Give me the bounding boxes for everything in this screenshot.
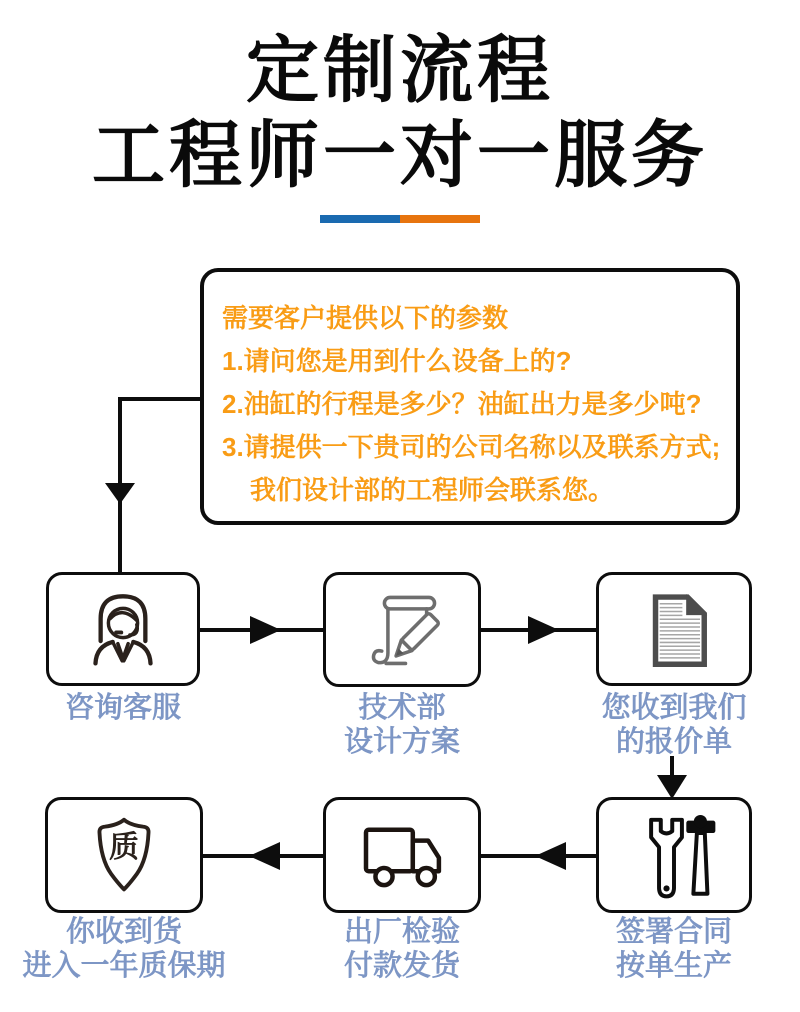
step-quote-label-line2: 的报价单 bbox=[615, 726, 732, 758]
params-note: 我们设计部的工程师会联系您。 bbox=[250, 475, 615, 505]
shield-quality-character: 质 bbox=[109, 831, 139, 864]
step-warranty-label bbox=[0, 915, 274, 983]
step-consult-label-line1: 咨询客服 bbox=[64, 692, 181, 724]
step-quote-label bbox=[524, 691, 800, 759]
step-warranty-box bbox=[45, 797, 203, 913]
required-params-box bbox=[200, 268, 740, 525]
step-ship-label-line2: 付款发货 bbox=[343, 950, 460, 982]
page-title-line1: 定制流程 bbox=[246, 30, 554, 111]
arrow-quote-to-contract bbox=[657, 756, 687, 799]
step-warranty-label-line1: 你收到货 bbox=[65, 916, 182, 948]
params-heading: 需要客户提供以下的参数 bbox=[222, 303, 509, 333]
step-ship-label-line1: 出厂检验 bbox=[343, 916, 460, 948]
step-quote-box bbox=[596, 572, 752, 686]
step-quote-label-line1: 您收到我们 bbox=[601, 692, 747, 724]
step-contract-label-line2: 按单生产 bbox=[615, 950, 732, 982]
step-design-label-line2: 设计方案 bbox=[343, 726, 460, 758]
quotation-document-icon bbox=[632, 584, 716, 674]
step-consult-label bbox=[0, 691, 273, 725]
customer-service-icon bbox=[80, 583, 166, 675]
connector-params-to-consult bbox=[105, 399, 200, 574]
step-design-label-line1: 技术部 bbox=[358, 692, 446, 724]
step-ship-box bbox=[323, 797, 481, 913]
arrow-ship-to-warranty bbox=[203, 842, 323, 870]
divider-blue-segment bbox=[320, 215, 400, 223]
params-item-3: 3.请提供一下贵司的公司名称以及联系方式; bbox=[222, 432, 721, 462]
arrow-design-to-quote bbox=[481, 616, 596, 644]
step-contract-label-line1: 签署合同 bbox=[615, 916, 732, 948]
arrow-contract-to-ship bbox=[481, 842, 596, 870]
arrow-consult-to-design bbox=[200, 616, 323, 644]
step-design-label bbox=[252, 691, 552, 759]
step-contract-label bbox=[524, 915, 800, 983]
step-ship-label bbox=[252, 915, 552, 983]
delivery-truck-icon bbox=[354, 810, 450, 900]
params-item-1: 1.请问您是用到什么设备上的? bbox=[222, 346, 572, 376]
wrench-hammer-icon bbox=[630, 808, 718, 902]
step-consult-box bbox=[46, 572, 200, 686]
step-contract-box bbox=[596, 797, 752, 913]
page-title-line2: 工程师一对一服务 bbox=[92, 115, 708, 196]
step-warranty-label-line2: 进入一年质保期 bbox=[22, 950, 226, 982]
step-design-box bbox=[323, 572, 481, 687]
divider-orange-segment bbox=[400, 215, 480, 223]
params-item-2: 2.油缸的行程是多少？油缸出力是多少吨? bbox=[222, 389, 702, 419]
title-divider bbox=[320, 215, 480, 223]
scroll-pencil-icon bbox=[358, 584, 446, 676]
